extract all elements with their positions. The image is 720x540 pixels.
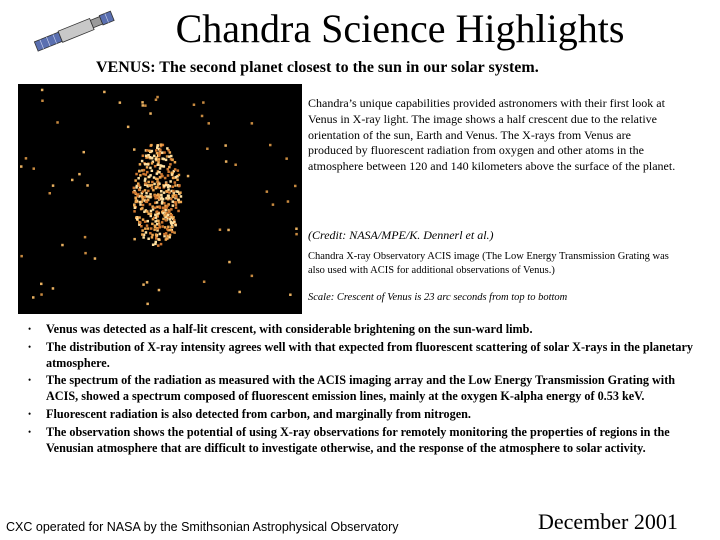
- photon-dot: [175, 203, 178, 206]
- photon-dot: [157, 220, 160, 223]
- photon-dot: [167, 226, 170, 229]
- photon-dot: [171, 226, 174, 229]
- photon-dot: [141, 101, 144, 104]
- photon-dot: [178, 174, 181, 177]
- photon-dot: [135, 186, 138, 189]
- photon-dot: [155, 149, 158, 152]
- photon-dot: [103, 91, 106, 94]
- photon-dot: [153, 155, 156, 158]
- photon-dot: [141, 233, 144, 236]
- photon-dot: [158, 205, 161, 208]
- photon-dot: [238, 291, 241, 294]
- photon-dot: [150, 213, 153, 216]
- photon-dot: [175, 176, 178, 179]
- instrument-note: Chandra X-ray Observatory ACIS image (The Low Energy Transmission Grating was also used with ACIS for additional observations of Venus.): [308, 251, 669, 276]
- photon-dot: [157, 193, 160, 196]
- photon-dot: [144, 189, 147, 192]
- photon-dot: [155, 233, 158, 236]
- photon-dot: [20, 255, 23, 258]
- photon-dot: [148, 150, 151, 153]
- photon-dot: [140, 225, 143, 228]
- photon-dot: [176, 179, 179, 182]
- photon-dot: [295, 228, 298, 231]
- photon-dot: [166, 235, 169, 238]
- photon-dot: [225, 160, 228, 163]
- photon-dot: [155, 186, 158, 189]
- photon-dot: [144, 163, 147, 166]
- photon-dot: [169, 151, 172, 154]
- photon-dot: [166, 237, 169, 240]
- photon-dot: [166, 228, 169, 231]
- photon-dot: [151, 162, 154, 165]
- photon-dot: [157, 244, 160, 247]
- photon-dot: [150, 157, 153, 160]
- photon-dot: [149, 203, 152, 206]
- photon-dot: [272, 203, 275, 206]
- photon-dot: [228, 261, 231, 264]
- photon-dot: [134, 207, 137, 210]
- photon-dot: [41, 100, 44, 103]
- photon-dot: [156, 172, 159, 175]
- photon-dot: [175, 206, 178, 209]
- photon-dot: [142, 173, 145, 176]
- photon-dot: [142, 236, 145, 239]
- list-item: • The observation shows the potential of using X-ray observations for remotely monitoring the properties of regions in the Venusian atmosphere that are difficult to investigate otherwise, and the response of the atmosphere to solar activity.: [28, 424, 670, 455]
- photon-dot: [158, 289, 161, 292]
- photon-dot: [174, 168, 177, 171]
- photon-dot: [144, 104, 147, 107]
- photon-dot: [155, 158, 158, 161]
- photon-dot: [155, 237, 158, 240]
- photon-dot: [141, 160, 144, 163]
- highlights-list: [28, 322, 694, 458]
- photon-dot: [172, 216, 175, 219]
- photon-dot: [134, 179, 137, 182]
- chandra-satellite-icon: [30, 8, 120, 58]
- photon-dot: [133, 187, 136, 190]
- photon-dot: [208, 122, 211, 125]
- photon-dot: [150, 227, 153, 230]
- photon-dot: [170, 155, 173, 158]
- photon-dot: [139, 203, 142, 206]
- photon-dot: [40, 293, 43, 296]
- venus-xray-image: [18, 84, 302, 314]
- photon-dot: [52, 287, 55, 290]
- photon-dot: [142, 204, 145, 207]
- photon-dot: [160, 194, 163, 197]
- photon-dot: [289, 294, 292, 297]
- photon-dot: [158, 152, 161, 155]
- photon-dot: [219, 229, 222, 232]
- photon-dot: [179, 191, 182, 194]
- photon-dot: [169, 180, 172, 183]
- photon-dot: [251, 275, 254, 278]
- list-item: • Venus was detected as a half-lit crescent, with considerable brightening on the sun-ward limb.: [28, 322, 533, 336]
- page-subtitle: VENUS: The second planet closest to the sun in our solar system.: [96, 59, 539, 76]
- photon-dot: [203, 281, 206, 284]
- photon-dot: [146, 210, 149, 213]
- photon-dot: [177, 169, 180, 172]
- photon-dot: [234, 164, 237, 167]
- photon-dot: [20, 165, 23, 168]
- photon-dot: [144, 179, 147, 182]
- photon-dot: [159, 233, 162, 236]
- photon-dot: [172, 186, 175, 189]
- photon-dot: [41, 89, 44, 92]
- photon-dot: [149, 196, 152, 199]
- photon-dot: [156, 178, 159, 181]
- photon-dot: [161, 151, 164, 154]
- photon-dot: [178, 185, 181, 188]
- photon-dot: [138, 184, 141, 187]
- photon-dot: [135, 200, 138, 203]
- photon-dot: [157, 164, 160, 167]
- photon-dot: [154, 207, 157, 210]
- photon-dot: [165, 159, 168, 162]
- photon-dot: [160, 143, 163, 146]
- photon-dot: [161, 200, 164, 203]
- photon-dot: [151, 223, 154, 226]
- photon-dot: [142, 190, 145, 193]
- photon-dot: [156, 228, 159, 231]
- photon-dot: [145, 231, 148, 234]
- photon-dot: [147, 190, 150, 193]
- photon-dot: [149, 193, 152, 196]
- photon-dot: [170, 222, 173, 225]
- photon-dot: [134, 192, 137, 195]
- photon-dot: [147, 213, 150, 216]
- photon-dot: [147, 195, 150, 198]
- photon-dot: [161, 175, 164, 178]
- photon-dot: [170, 208, 173, 211]
- photon-dot: [140, 208, 143, 211]
- photon-dot: [167, 214, 170, 217]
- photon-dot: [153, 176, 156, 179]
- photon-dot: [25, 157, 28, 160]
- photon-dot: [159, 164, 162, 167]
- photon-dot: [94, 257, 97, 260]
- photon-dot: [158, 171, 161, 174]
- photon-dot: [163, 191, 166, 194]
- photon-dot: [146, 149, 149, 152]
- photon-dot: [155, 216, 158, 219]
- photon-dot: [127, 126, 129, 129]
- photon-dot: [136, 218, 139, 221]
- photon-dot: [174, 201, 177, 204]
- photon-dot: [167, 195, 170, 198]
- photon-dot: [156, 196, 159, 199]
- photon-dot: [180, 195, 183, 198]
- photon-dot: [145, 155, 148, 158]
- photon-dot: [154, 220, 157, 223]
- image-credit: (Credit: NASA/MPE/K. Dennerl et al.): [308, 228, 494, 242]
- photon-dot: [172, 190, 175, 193]
- photon-dot: [145, 192, 148, 195]
- photon-dot: [84, 236, 87, 239]
- photon-dot: [158, 224, 161, 227]
- list-item: • The distribution of X-ray intensity agrees well with that expected from fluorescent scattering of solar X-rays in the planetary atmosphere.: [28, 339, 693, 370]
- photon-dot: [151, 236, 154, 239]
- photon-dot: [193, 104, 196, 107]
- photon-dot: [146, 201, 149, 204]
- photon-dot: [172, 177, 175, 180]
- photon-dot: [52, 184, 55, 187]
- photon-dot: [145, 173, 148, 176]
- photon-dot: [161, 157, 164, 160]
- photon-dot: [166, 155, 169, 158]
- photon-dot: [147, 163, 150, 166]
- photon-dot: [202, 101, 205, 104]
- photon-dot: [138, 188, 141, 191]
- photon-dot: [135, 197, 138, 200]
- photon-dot: [167, 171, 170, 174]
- photon-dot: [133, 148, 136, 151]
- photon-dot: [151, 184, 154, 187]
- photon-dot: [142, 218, 145, 221]
- photon-dot: [165, 219, 168, 222]
- photon-dot: [142, 283, 145, 286]
- photon-dot: [71, 179, 74, 182]
- photon-dot: [165, 190, 168, 193]
- photon-dot: [149, 232, 152, 235]
- photon-dot: [133, 204, 136, 207]
- photon-dot: [147, 181, 150, 184]
- photon-dot: [295, 233, 298, 236]
- photon-dot: [148, 184, 151, 187]
- photon-dot: [83, 151, 86, 154]
- photon-dot: [287, 200, 290, 203]
- photon-dot: [206, 148, 209, 151]
- bullet-icon: •: [28, 341, 32, 352]
- photon-dot: [157, 183, 160, 186]
- photon-dot: [139, 221, 142, 224]
- photon-dot: [169, 163, 172, 166]
- photon-dot: [143, 169, 146, 172]
- photon-dot: [187, 175, 190, 178]
- photon-dot: [149, 112, 152, 115]
- photon-dot: [150, 210, 153, 213]
- photon-dot: [143, 211, 146, 214]
- photon-dot: [170, 198, 173, 201]
- photon-dot: [168, 166, 171, 169]
- photon-dot: [201, 115, 204, 118]
- photon-dot: [174, 161, 177, 164]
- photon-dot: [144, 182, 147, 185]
- photon-dot: [156, 210, 159, 213]
- photon-dot: [159, 149, 162, 152]
- image-description: Chandra’s unique capabilities provided astronomers with their first look at Venus in X-ray light. The image shows a half crescent due to the relative orientation of the sun, Earth and Venus. The X-rays from Venus are produced by fluorescent radiation from oxygen and other atoms in the atmosphere between 120 and 140 kilometers above the surface of the planet.: [308, 96, 676, 174]
- photon-dot: [146, 224, 149, 227]
- photon-dot: [294, 185, 297, 188]
- photon-dot: [251, 122, 254, 125]
- photon-dot: [160, 243, 163, 246]
- photon-dot: [40, 283, 43, 286]
- photon-dot: [154, 226, 157, 229]
- photon-dot: [137, 177, 140, 180]
- photon-dot: [149, 167, 152, 170]
- photon-dot: [224, 144, 227, 147]
- photon-dot: [158, 158, 161, 161]
- photon-dot: [119, 101, 122, 104]
- photon-dot: [86, 184, 89, 187]
- photon-dot: [174, 184, 177, 187]
- page-title: Chandra Science Highlights: [175, 6, 625, 51]
- photon-dot: [159, 167, 162, 170]
- photon-dot: [157, 238, 160, 241]
- photon-dot: [173, 231, 176, 234]
- photon-dot: [146, 303, 149, 306]
- photon-dot: [153, 228, 156, 231]
- photon-dot: [146, 171, 149, 174]
- photon-dot: [177, 191, 180, 194]
- photon-dot: [147, 238, 150, 241]
- photon-dot: [56, 121, 59, 124]
- photon-dot: [177, 210, 180, 213]
- photon-dot: [149, 174, 152, 177]
- photon-dot: [161, 225, 164, 228]
- photon-dot: [159, 187, 162, 190]
- photon-dot: [136, 195, 139, 198]
- photon-dot: [167, 186, 170, 189]
- photon-dot: [133, 238, 136, 241]
- photon-dot: [153, 183, 156, 186]
- photon-dot: [154, 165, 157, 168]
- photon-dot: [141, 229, 144, 232]
- photon-dot: [61, 244, 64, 247]
- photon-dot: [171, 158, 174, 161]
- bullet-icon: •: [28, 408, 32, 419]
- photon-dot: [162, 198, 165, 201]
- photon-dot: [163, 151, 166, 154]
- photon-dot: [32, 296, 35, 299]
- photon-dot: [164, 226, 167, 229]
- photon-dot: [144, 227, 147, 230]
- photon-dot: [269, 144, 272, 147]
- photon-dot: [156, 152, 159, 155]
- photon-dot: [160, 190, 163, 193]
- photon-dot: [155, 99, 158, 102]
- photon-dot: [152, 189, 155, 192]
- photon-dot: [139, 163, 142, 166]
- photon-dot: [156, 145, 159, 148]
- photon-dot: [139, 201, 142, 204]
- scale-caption: Scale: Crescent of Venus is 23 arc seconds from top to bottom: [308, 292, 568, 303]
- photon-dot: [135, 173, 138, 176]
- photon-dot: [78, 173, 81, 176]
- photon-dot: [166, 205, 169, 208]
- photon-dot: [175, 196, 178, 199]
- photon-dot: [156, 96, 159, 99]
- photon-dot: [138, 216, 141, 219]
- photon-dot: [167, 174, 170, 177]
- photon-dot: [154, 214, 157, 217]
- photon-dot: [142, 104, 145, 107]
- photon-dot: [169, 218, 172, 221]
- photon-dot: [133, 210, 136, 213]
- photon-dot: [174, 181, 177, 184]
- photon-dot: [151, 170, 154, 173]
- bullet-icon: •: [28, 375, 32, 386]
- photon-dot: [180, 201, 183, 204]
- photon-dot: [147, 198, 150, 201]
- photon-dot: [162, 212, 165, 215]
- photon-dot: [165, 197, 168, 200]
- bullet-icon: •: [28, 324, 32, 334]
- photon-dot: [146, 166, 149, 169]
- photon-dot: [171, 231, 174, 234]
- photon-dot: [161, 221, 164, 224]
- photon-dot: [147, 220, 150, 223]
- photon-dot: [154, 195, 157, 198]
- photon-dot: [171, 173, 174, 176]
- photon-dot: [164, 177, 167, 180]
- photon-dot: [154, 243, 157, 246]
- photon-dot: [163, 214, 166, 217]
- list-item: • The spectrum of the radiation as measured with the ACIS imaging array and the Low Energy Transmission Grating with ACIS, showed a spectrum composed of fluorescent emission lines, mainly at the oxygen K-alpha energy of 0.53 keV.: [28, 373, 676, 404]
- photon-dot: [151, 234, 154, 237]
- photon-dot: [159, 176, 162, 179]
- photon-dot: [147, 227, 150, 230]
- photon-dot: [157, 161, 160, 164]
- photon-dot: [150, 144, 153, 147]
- bullet-icon: •: [28, 426, 32, 437]
- photon-dot: [172, 195, 175, 198]
- photon-dot: [152, 244, 155, 247]
- photon-dot: [158, 154, 161, 157]
- photon-dot: [156, 201, 159, 204]
- photon-dot: [163, 233, 166, 236]
- photon-dot: [169, 234, 172, 237]
- photon-dot: [266, 190, 269, 193]
- photon-dot: [33, 167, 36, 170]
- photon-dot: [146, 281, 149, 284]
- photon-dot: [172, 204, 175, 207]
- photon-dot: [151, 205, 154, 208]
- photon-dot: [172, 200, 175, 203]
- footer-date: December 2001: [538, 509, 678, 534]
- photon-dot: [142, 155, 145, 158]
- photon-dot: [141, 196, 144, 199]
- footer-organization: CXC operated for NASA by the Smithsonian Astrophysical Observatory: [6, 520, 399, 534]
- photon-dot: [151, 181, 154, 184]
- photon-dot: [227, 229, 230, 232]
- photon-dot: [84, 252, 87, 255]
- photon-dot: [174, 224, 177, 227]
- photon-dot: [138, 170, 141, 173]
- photon-dot: [285, 157, 288, 160]
- photon-dot: [166, 147, 169, 150]
- list-item: • Fluorescent radiation is also detected from carbon, and marginally from nitrogen.: [28, 406, 471, 421]
- photon-dot: [139, 174, 142, 177]
- photon-dot: [49, 192, 52, 195]
